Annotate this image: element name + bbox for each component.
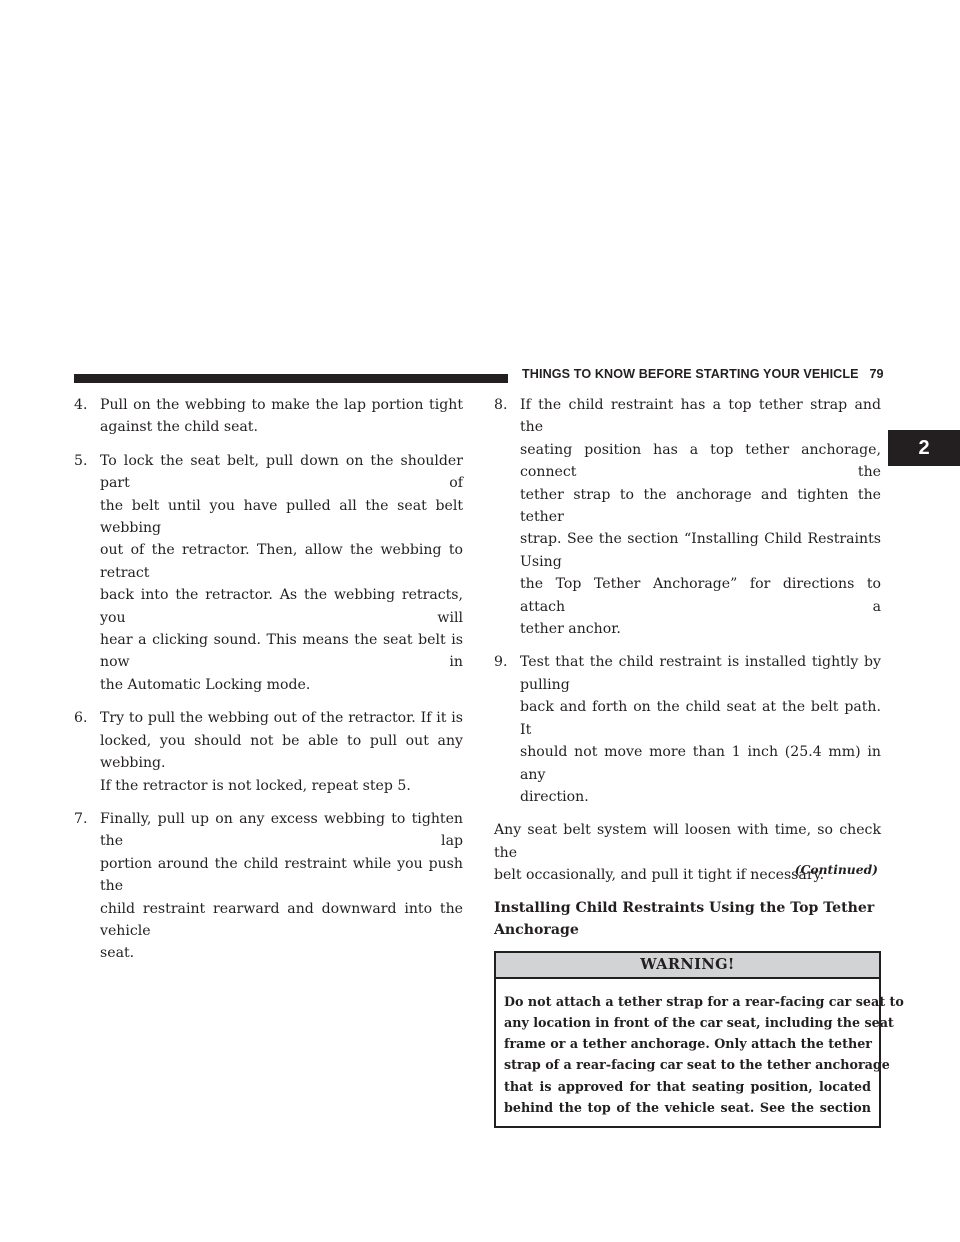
step-text: [520, 394, 881, 640]
warning-line: frame or a tether anchorage. Only attach the tether: [504, 1036, 872, 1052]
step-item: [74, 394, 463, 439]
step-text-line: Pull on the webbing to make the lap portion tight: [100, 397, 463, 413]
step-text-line: against the child seat.: [100, 419, 258, 436]
step-text-line: If the child restraint has a top tether strap and the: [520, 397, 881, 436]
step-text-line: seating position has a top tether anchorage, connect the: [520, 441, 881, 481]
step-item: [74, 707, 463, 797]
step-text-line: tether strap to the anchorage and tighten the tether: [520, 486, 881, 526]
step-text: [100, 707, 463, 797]
paragraph-line: Any seat belt system will loosen with time, so check the: [494, 822, 881, 861]
step-text-line: tether anchor.: [520, 621, 621, 638]
step-text-line: the Top Tether Anchorage” for directions to attach a: [520, 576, 881, 615]
continued-label: (Continued): [794, 862, 878, 877]
step-text-line: strap. See the section “Installing Child Restraints Using: [520, 531, 881, 570]
chapter-tab[interactable]: 2: [888, 430, 960, 466]
step-text: [100, 394, 463, 439]
warning-line: any location in front of the car seat, including the seat: [504, 1014, 894, 1030]
step-number: 9.: [494, 654, 508, 671]
left-column: [74, 394, 463, 976]
warning-box: [494, 951, 904, 1129]
page-number: 79: [869, 367, 884, 381]
step-text-line: back into the retractor. As the webbing retracts, you will: [100, 587, 463, 626]
step-text-line: If the retractor is not locked, repeat step 5.: [100, 777, 411, 794]
step-text-line: locked, you should not be able to pull out any webbing.: [100, 732, 463, 772]
step-item: [494, 394, 881, 640]
step-text: [520, 651, 881, 808]
step-item: [494, 651, 881, 808]
right-column: [494, 394, 904, 1128]
step-text-line: portion around the child restraint while you push the: [100, 855, 463, 895]
warning-line: strap of a rear-facing car seat to the tether anchorage: [504, 1057, 890, 1073]
warning-line: that is approved for that seating position, located: [504, 1078, 871, 1094]
step-text-line: Try to pull the webbing out of the retractor. If it is: [100, 710, 463, 727]
step-text-line: child restraint rearward and downward into the vehicle: [100, 900, 463, 939]
section-heading-line-2: Anchorage: [494, 921, 579, 938]
step-text: [100, 450, 463, 696]
step-text: [100, 808, 463, 965]
step-text-line: out of the retractor. Then, allow the webbing to retract: [100, 542, 463, 581]
step-number: 5.: [74, 452, 88, 469]
step-text-line: hear a clicking sound. This means the seat belt is now in: [100, 632, 463, 671]
left-step-list: [74, 394, 463, 965]
step-text-line: should not move more than 1 inch (25.4 mm) in any: [520, 744, 881, 783]
header-rule: [74, 374, 508, 383]
step-text-line: seat.: [100, 945, 135, 962]
step-text-line: back and forth on the child seat at the belt path. It: [520, 699, 881, 738]
step-number: 7.: [74, 810, 88, 827]
step-text-line: Test that the child restraint is installed tightly by pulling: [520, 654, 881, 693]
warning-title: WARNING!: [496, 953, 879, 979]
paragraph-line: belt occasionally, and pull it tight if necessary.: [494, 867, 825, 884]
step-text-line: Finally, pull up on any excess webbing to tighten the lap: [100, 810, 463, 850]
step-number: 8.: [494, 397, 508, 413]
section-heading: [494, 897, 881, 941]
step-text-line: To lock the seat belt, pull down on the shoulder part of: [100, 452, 463, 492]
step-number: 4.: [74, 397, 88, 413]
step-item: [74, 808, 463, 965]
running-header: [522, 367, 884, 381]
step-item: [74, 450, 463, 696]
section-title: THINGS TO KNOW BEFORE STARTING YOUR VEHICLE: [522, 367, 859, 381]
section-heading-line-1: Installing Child Restraints Using the Top Tether: [494, 899, 875, 916]
right-step-list: [494, 394, 881, 808]
step-number: 6.: [74, 710, 88, 727]
step-text-line: the Automatic Locking mode.: [100, 676, 311, 693]
warning-line: Do not attach a tether strap for a rear-facing car seat to: [504, 993, 904, 1009]
warning-text: [496, 979, 904, 1127]
warning-line: behind the top of the vehicle seat. See the section: [504, 1100, 871, 1116]
step-text-line: direction.: [520, 788, 589, 805]
step-text-line: the belt until you have pulled all the seat belt webbing: [100, 497, 463, 537]
